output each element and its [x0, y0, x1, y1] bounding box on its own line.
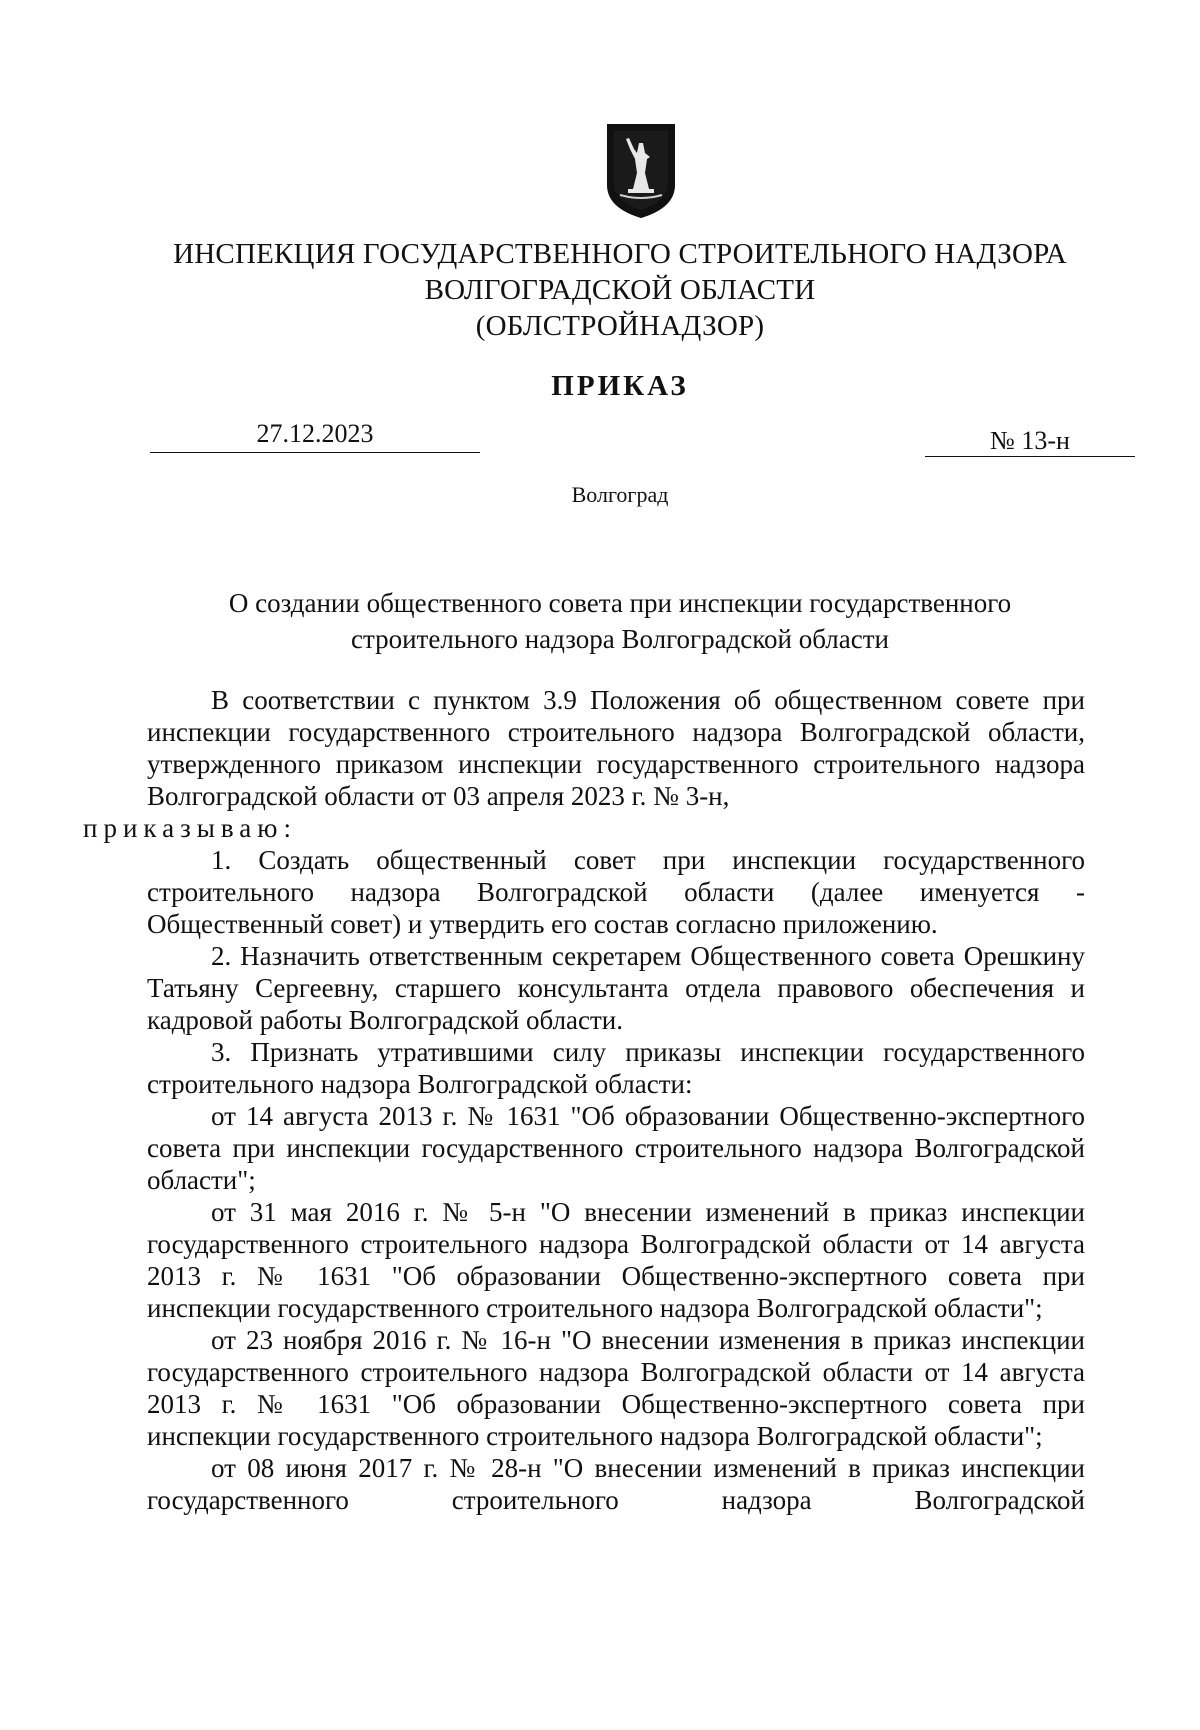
org-line-2: ВОЛГОГРАДСКОЙ ОБЛАСТИ	[424, 274, 816, 306]
repealed-order-3: от 23 ноября 2016 г. № 16-н "О внесении изменения в приказ инспекции государственного строительного надзора Волгоградской области от 14 августа 2013 г. № 1631 "Об образовании Общественно-экспертного совета при инспекции государственного строительного надзора Волгоградской области";	[147, 1325, 1085, 1451]
order-subject	[150, 585, 1090, 657]
order-title: ПРИКАЗ	[551, 370, 689, 402]
preamble-paragraph	[83, 684, 1085, 844]
item-2-paragraph: 2. Назначить ответственным секретарем Общественного совета Орешкину Татьяну Сергеевну, старшего консультанта отдела правового обеспечения и кадровой работы Волгоградской области.	[147, 941, 1085, 1035]
order-number: № 13-н	[925, 424, 1135, 457]
repealed-order-4: от 08 июня 2017 г. № 28-н "О внесении изменений в приказ инспекции государственного строительного надзора Волгоградской	[147, 1453, 1085, 1515]
org-line-1: ИНСПЕКЦИЯ ГОСУДАРСТВЕННОГО СТРОИТЕЛЬНОГО НАДЗОРА	[173, 238, 1067, 270]
order-date: 27.12.2023	[150, 418, 480, 453]
organization-name	[150, 236, 1090, 344]
repealed-order-2: от 31 мая 2016 г. № 5-н "О внесении изменений в приказ инспекции государственного строительного надзора Волгоградской области от 14 августа 2013 г. № 1631 "Об образовании Общественно-экспертного совета при инспекции государственного строительного надзора Волгоградской области";	[147, 1197, 1085, 1323]
org-line-3: (ОБЛСТРОЙНАДЗОР)	[475, 310, 765, 342]
item-1-paragraph: 1. Создать общественный совет при инспекции государственного строительного надзора Волгоградской области (далее именуется - Общественный совет) и утвердить его состав согласно приложению.	[147, 845, 1085, 939]
order-body	[83, 684, 1085, 1516]
volgograd-coat-of-arms-icon	[606, 123, 676, 219]
preamble-text: В соответствии с пунктом 3.9 Положения об общественном совете при инспекции государственного строительного надзора Волгоградской области, утвержденного приказом инспекции государственного строительного надзора Волгоградской области от 03 апреля 2023 г. № 3-н,	[147, 685, 1085, 811]
subject-line-2: строительного надзора Волгоградской области	[351, 624, 889, 654]
item-3-paragraph: 3. Признать утратившими силу приказы инспекции государственного строительного надзора Волгоградской области:	[147, 1037, 1085, 1099]
prikazyvayu-word: приказываю:	[83, 813, 297, 843]
order-city: Волгоград	[571, 482, 669, 507]
subject-line-1: О создании общественного совета при инспекции государственного	[228, 588, 1012, 618]
repealed-order-1: от 14 августа 2013 г. № 1631 "Об образовании Общественно-экспертного совета при инспекции государственного строительного надзора Волгоградской области";	[147, 1101, 1085, 1195]
